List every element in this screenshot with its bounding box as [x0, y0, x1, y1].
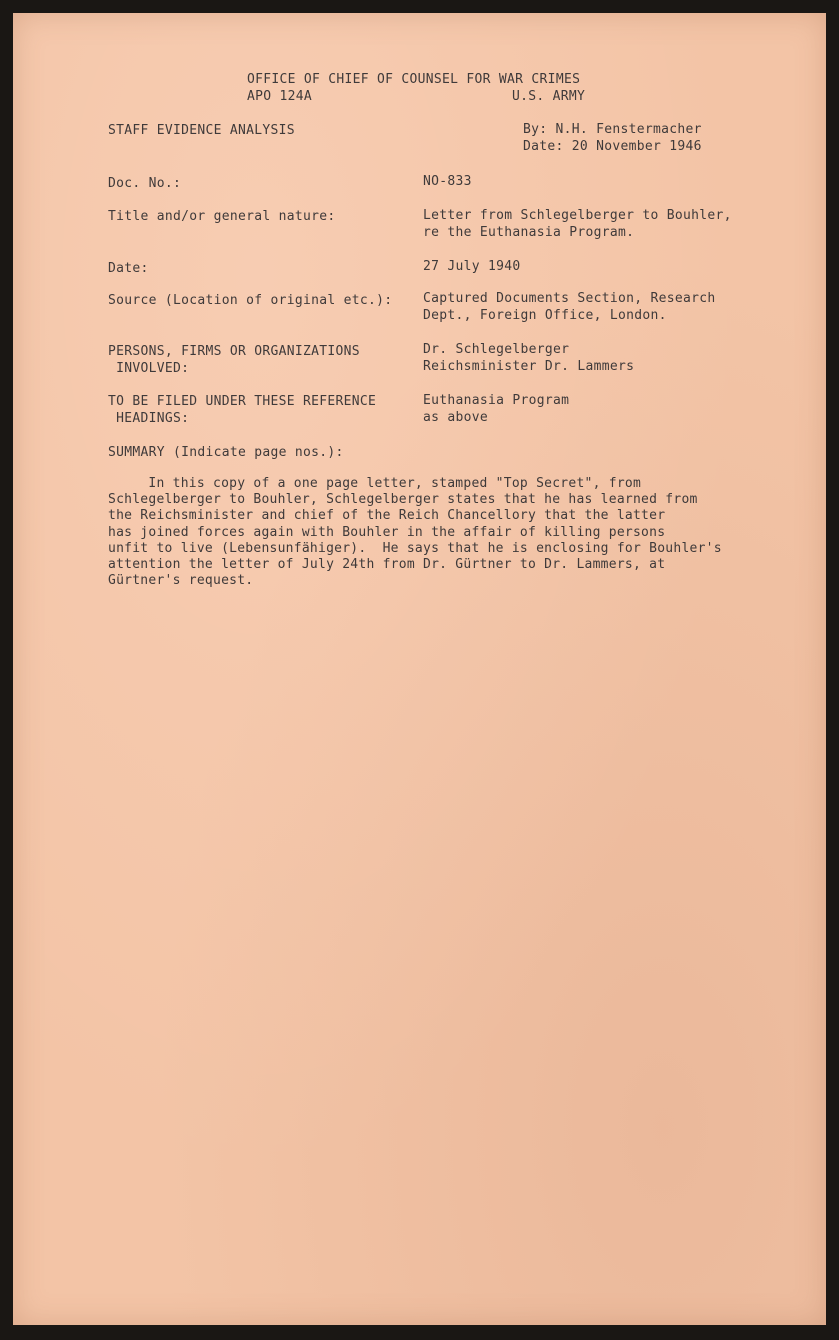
summary-line: Gürtner's request.: [108, 573, 254, 589]
source-value-line-2: Dept., Foreign Office, London.: [423, 308, 667, 323]
summary-line: unfit to live (Lebensunfähiger). He says that he is enclosing for Bouhler's: [108, 540, 722, 556]
army-label: U.S. ARMY: [512, 89, 586, 104]
analysis-date: Date: 20 November 1946: [523, 139, 702, 154]
doc-no-label: Doc. No.:: [108, 176, 182, 191]
filed-label-line-2: HEADINGS:: [108, 411, 190, 426]
summary-line: Schlegelberger to Bouhler, Schlegelberger states that he has learned from: [108, 492, 698, 508]
apo-number: APO 124A: [247, 89, 313, 104]
source-value-line-1: Captured Documents Section, Research: [423, 291, 716, 306]
form-title: STAFF EVIDENCE ANALYSIS: [108, 123, 295, 138]
summary-line: the Reichsminister and chief of the Reich Chancellory that the latter: [108, 508, 666, 524]
source-label: Source (Location of original etc.):: [108, 293, 393, 308]
analyst-name: By: N.H. Fenstermacher: [523, 122, 702, 137]
title-value-line-2: re the Euthanasia Program.: [423, 225, 635, 240]
summary-label: SUMMARY (Indicate page nos.):: [108, 445, 344, 460]
summary-text: [108, 476, 722, 589]
filed-value-line-2: as above: [423, 410, 489, 425]
doc-no-value: NO-833: [423, 174, 472, 189]
summary-line: attention the letter of July 24th from Dr. Gürtner to Dr. Lammers, at: [108, 557, 666, 573]
office-heading: OFFICE OF CHIEF OF COUNSEL FOR WAR CRIMES: [247, 72, 581, 87]
date-label: Date:: [108, 261, 149, 276]
filed-label-line-1: TO BE FILED UNDER THESE REFERENCE: [108, 394, 377, 409]
persons-value-line-2: Reichsminister Dr. Lammers: [423, 359, 635, 374]
persons-label-line-1: PERSONS, FIRMS OR ORGANIZATIONS: [108, 344, 360, 359]
summary-line: has joined forces again with Bouhler in the affair of killing persons: [108, 524, 666, 540]
filed-value-line-1: Euthanasia Program: [423, 393, 570, 408]
persons-value-line-1: Dr. Schlegelberger: [423, 342, 570, 357]
title-label: Title and/or general nature:: [108, 209, 336, 224]
summary-line: In this copy of a one page letter, stamped "Top Secret", from: [108, 476, 642, 491]
persons-label-line-2: INVOLVED:: [108, 361, 190, 376]
date-value: 27 July 1940: [423, 259, 521, 274]
title-value-line-1: Letter from Schlegelberger to Bouhler,: [423, 208, 732, 223]
